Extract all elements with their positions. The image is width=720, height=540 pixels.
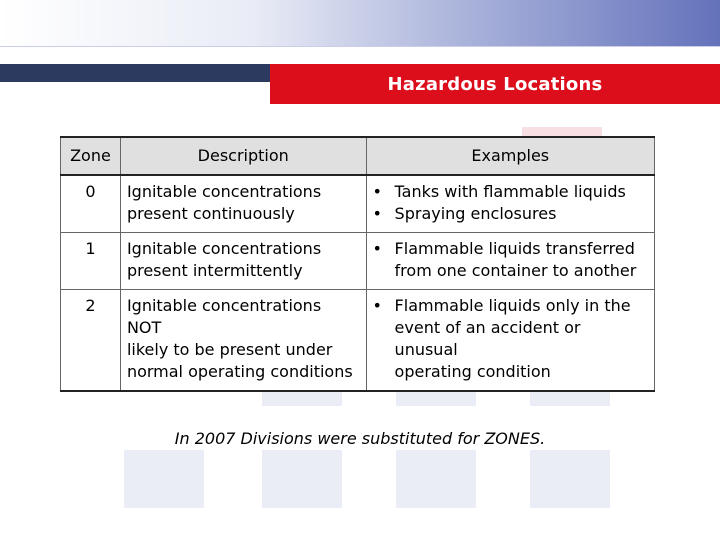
example-line: event of an accident or unusual: [394, 318, 581, 359]
example-item: [373, 203, 648, 225]
description-line: present intermittently: [126, 261, 303, 280]
column-header-description: Description: [120, 137, 366, 175]
description-line: Ignitable concentrations: [126, 182, 322, 201]
zone-cell: 0: [61, 175, 121, 233]
table-row: [61, 290, 655, 392]
example-line: operating condition: [394, 362, 551, 381]
example-line: • Spraying enclosures: [394, 204, 557, 223]
header-divider: [0, 46, 720, 47]
example-line: • Flammable liquids transferred: [394, 239, 635, 258]
description-cell: [120, 290, 366, 392]
decorative-square: [124, 450, 204, 508]
description-line: present continuously: [126, 204, 295, 223]
description-line: Ignitable concentrations: [126, 239, 322, 258]
footnote: In 2007 Divisions were substituted for ZONES.: [174, 429, 546, 448]
title-banner: [270, 64, 720, 104]
example-line: • Flammable liquids only in the: [394, 296, 631, 315]
description-line: normal operating conditions: [126, 362, 353, 381]
table-row: [61, 233, 655, 290]
table-header-row: [61, 137, 655, 175]
decorative-square: [262, 450, 342, 508]
page-title: Hazardous Locations: [387, 73, 603, 95]
description-line: likely to be present under: [126, 340, 333, 359]
examples-cell: [366, 290, 654, 392]
hazardous-locations-table: [60, 136, 655, 392]
header-gradient-band: [0, 0, 720, 46]
zone-cell: 1: [61, 233, 121, 290]
decorative-square: [530, 450, 610, 508]
example-item: [373, 295, 648, 383]
description-cell: [120, 233, 366, 290]
zone-cell: 2: [61, 290, 121, 392]
example-item: [373, 181, 648, 203]
column-header-examples: Examples: [366, 137, 654, 175]
table-row: [61, 175, 655, 233]
column-header-zone: Zone: [61, 137, 121, 175]
description-line: Ignitable concentrations NOT: [126, 296, 322, 337]
example-line: • Tanks with flammable liquids: [394, 182, 626, 201]
example-item: [373, 238, 648, 282]
decorative-square: [396, 450, 476, 508]
examples-cell: [366, 233, 654, 290]
description-cell: [120, 175, 366, 233]
example-line: from one container to another: [394, 261, 637, 280]
examples-cell: [366, 175, 654, 233]
